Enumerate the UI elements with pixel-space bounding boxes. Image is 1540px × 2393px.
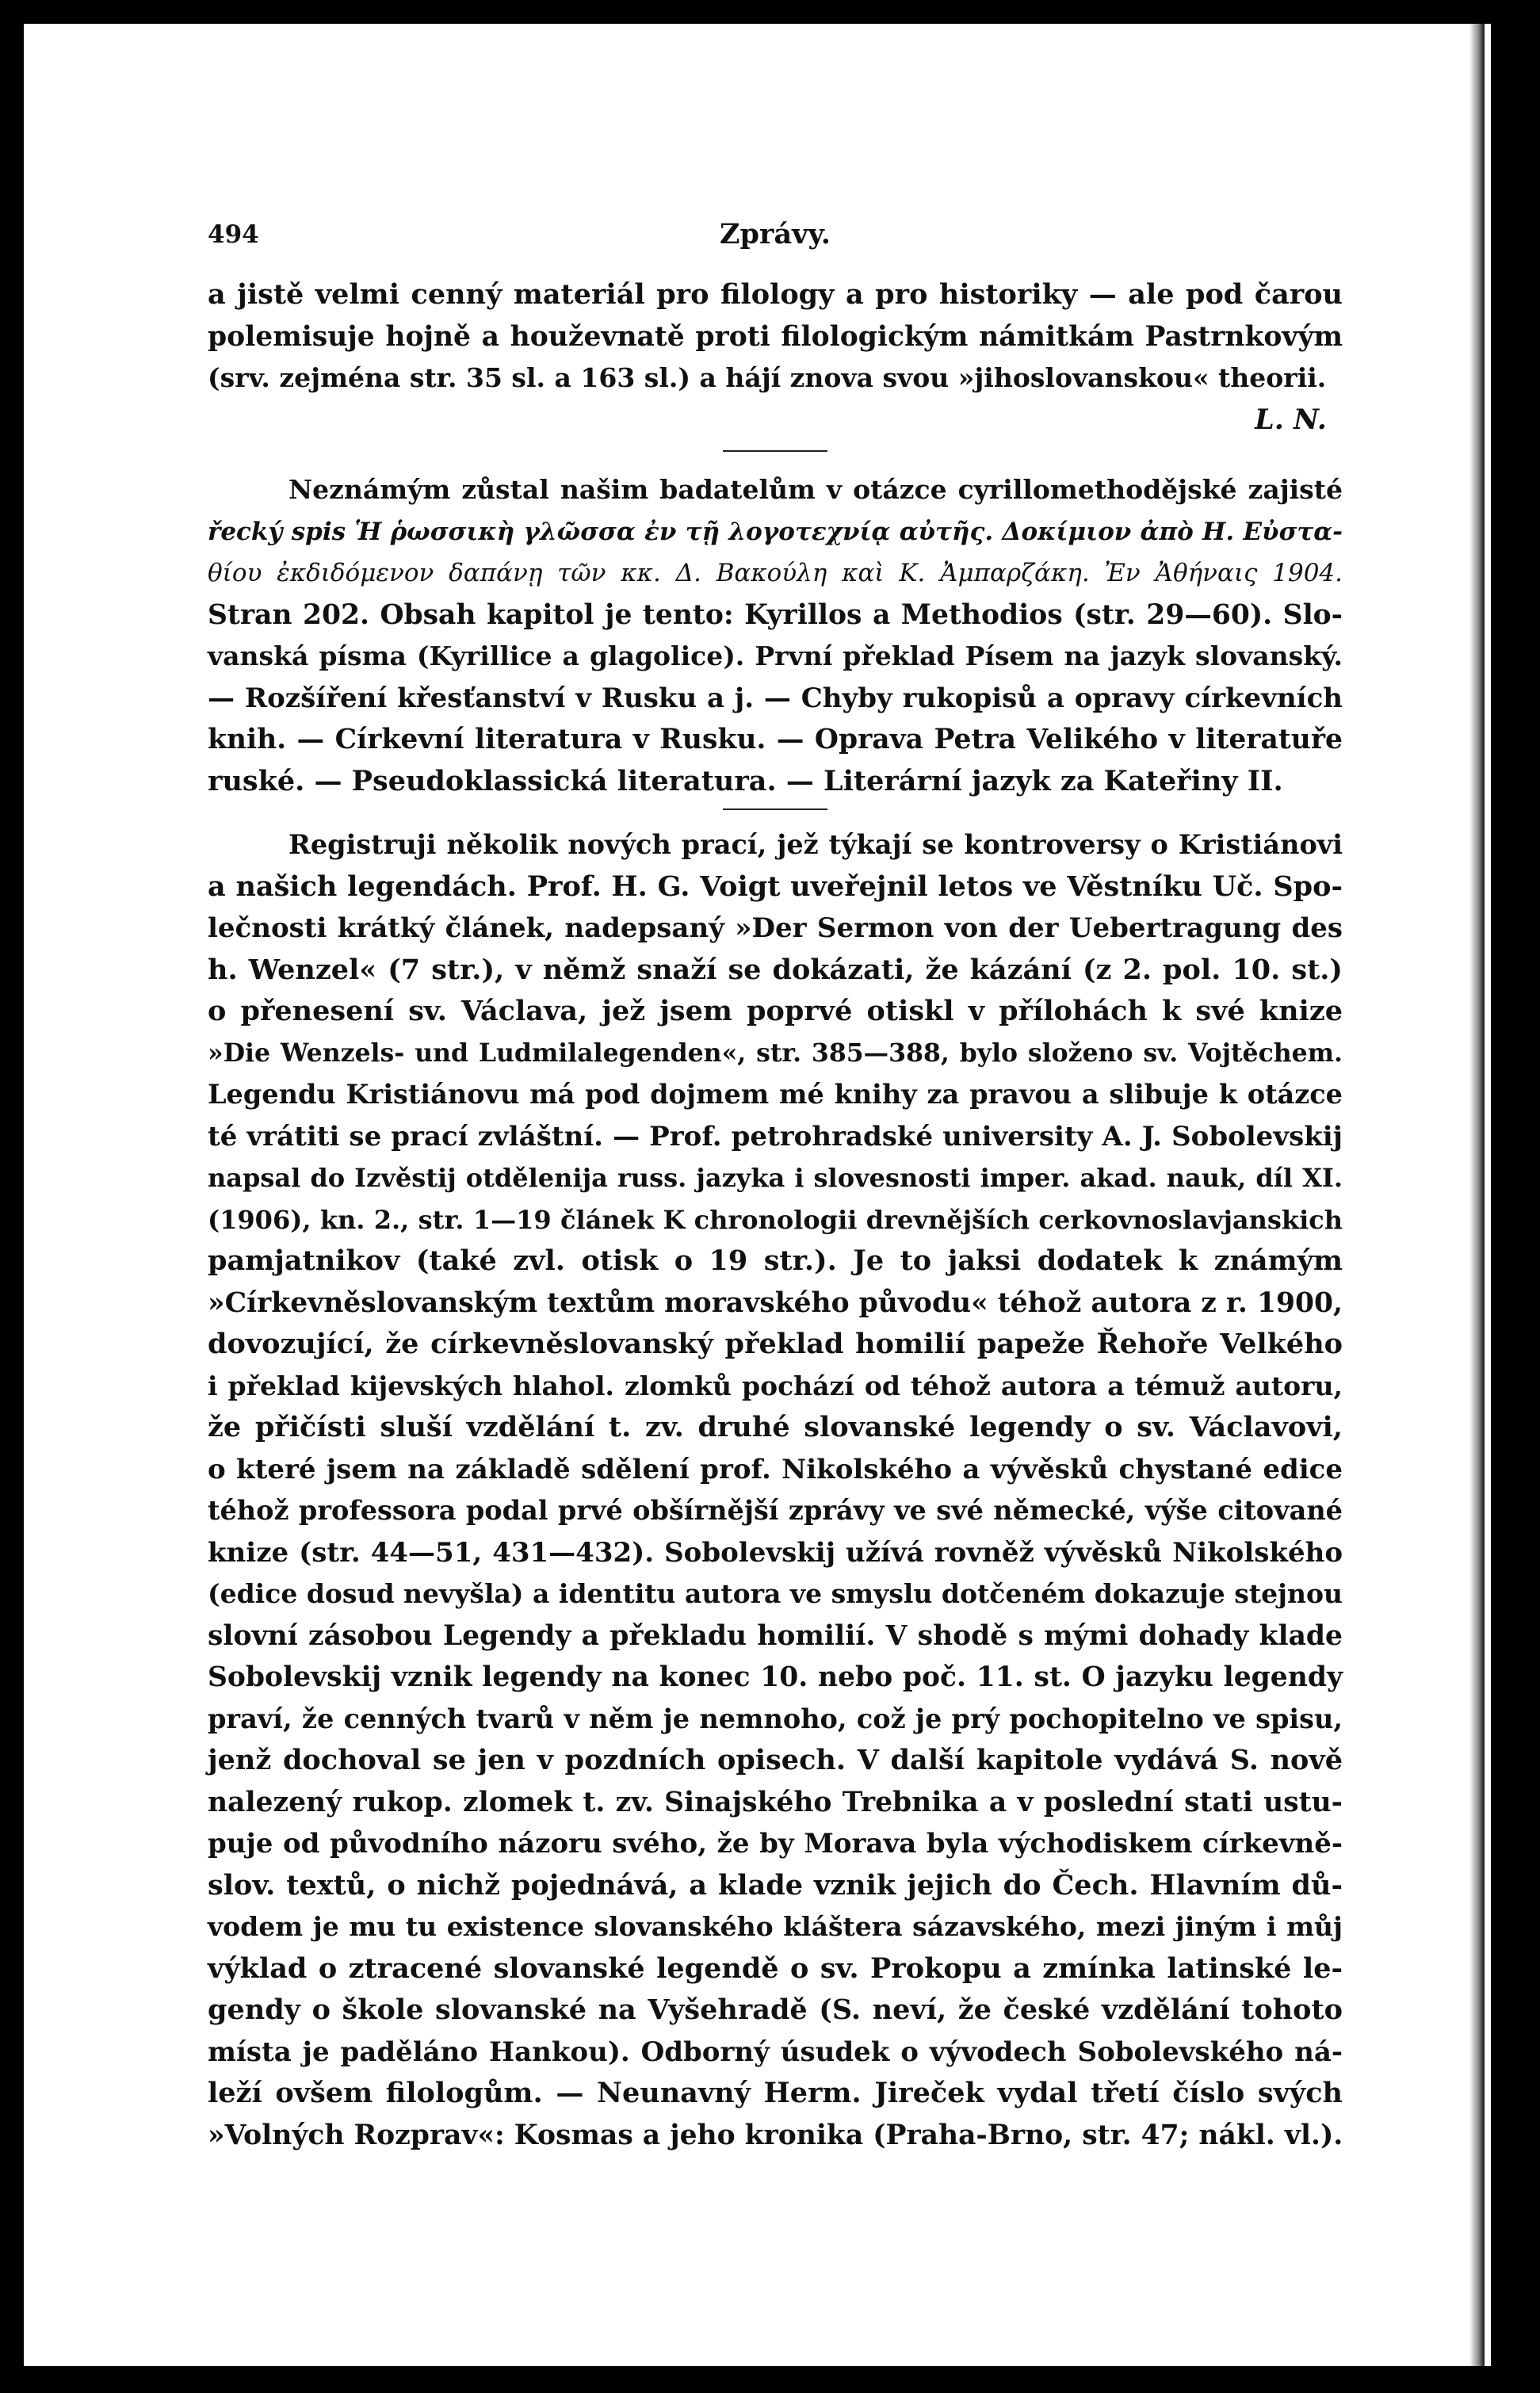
text-line: slovní zásobou Legendy a překladu homilií. V shodě s mými dohady klade: [208, 1619, 1343, 1652]
text-line: gendy o škole slovanské na Vyšehradě (S. neví, že české vzdělání tohoto: [208, 1994, 1343, 2026]
text-line: slov. textů, o nichž pojednává, a klade vznik jejich do Čech. Hlavním dů-: [208, 1868, 1343, 1902]
text-line: téhož professora podal prvé obšírnější zprávy ve své německé, výše citované: [208, 1495, 1343, 1526]
text-line: Neznámým zůstal našim badatelům v otázce cyrillomethodějské zajisté: [289, 474, 1343, 505]
page-number: 494: [208, 220, 259, 249]
page-content: [208, 214, 1343, 2156]
text-line: že přičísti sluší vzdělání t. zv. druhé slovanské legendy o sv. Václavovi,: [208, 1411, 1343, 1443]
text-line: místa je paděláno Hankou). Odborný úsudek o vývodech Sobolevského ná-: [208, 2036, 1343, 2068]
text-line: Sobolevskij vznik legendy na konec 10. nebo poč. 11. st. O jazyku legendy: [208, 1661, 1343, 1693]
section-2: [208, 469, 1343, 802]
text-line: Registruji několik nových prací, jež týkají se kontroversy o Kristiánovi: [289, 829, 1343, 860]
text-line: napsal do Izvěstij otdělenija russ. jazyka i slovesnosti imper. akad. nauk, díl XI.: [208, 1163, 1343, 1193]
running-header: [208, 214, 1343, 255]
section-divider: [723, 808, 827, 810]
text-line: vanská písma (Kyrillice a glagolice). První překlad Písem na jazyk slovanský.: [208, 640, 1343, 671]
section-divider: [723, 450, 827, 452]
page-edge-shadow: [1470, 24, 1485, 2366]
text-line: Stran 202. Obsah kapitol je tento: Kyrillos a Methodios (str. 29—60). Slo-: [208, 598, 1343, 631]
text-line: i překlad kijevských hlahol. zlomků pochází od téhož autora a témuž autoru,: [208, 1370, 1343, 1401]
text-line: Legendu Kristiánovu má pod dojmem mé knihy za pravou a slibuje k otázce: [208, 1079, 1343, 1110]
text-line: polemisuje hojně a houževnatě proti filologickým námitkám Pastrnkovým: [208, 320, 1343, 353]
running-title: Zprávy.: [720, 218, 831, 250]
text-line: a jistě velmi cenný materiál pro filology a pro historiky — ale pod čarou: [208, 278, 1343, 311]
text-line: »Volných Rozprav«: Kosmas a jeho kronika (Praha-Brno, str. 47; nákl. vl.).: [208, 2119, 1343, 2151]
text-line: o přenesení sv. Václava, jež jsem poprvé otiskl v přílohách k své knize: [208, 995, 1343, 1027]
text-line: a našich legendách. Prof. H. G. Voigt uveřejnil letos ve Věstníku Uč. Spo-: [208, 870, 1343, 903]
text-line: »Die Wenzels- und Ludmilalegenden«, str. 385—388, bylo složeno sv. Vojtěchem.: [208, 1038, 1343, 1068]
text-line: dovozující, že církevněslovanský překlad homilií papeže Řehoře Velkého: [208, 1328, 1343, 1360]
section-1: [208, 274, 1343, 441]
text-line: (srv. zejména str. 35 sl. a 163 sl.) a hájí znova svou »jihoslovanskou« theorii.: [208, 362, 1327, 393]
text-line: puje od původního názoru svého, že by Morava byla východiskem církevně-: [208, 1828, 1343, 1860]
text-line: knih. — Církevní literatura v Rusku. — Oprava Petra Velikého v literatuře: [208, 724, 1343, 755]
text-line: praví, že cenných tvarů v něm je nemnoho, což je prý pochopitelno ve spisu,: [208, 1703, 1343, 1734]
text-line: lečnosti krátký článek, nadepsaný »Der Sermon von der Uebertragung des: [208, 912, 1343, 944]
section-3: [208, 824, 1343, 2156]
text-line: pamjatnikov (také zvl. otisk o 19 str.). Je to jaksi dodatek k známým: [208, 1244, 1343, 1277]
text-line: leží ovšem filologům. — Neunavný Herm. Jireček vydal třetí číslo svých: [208, 2077, 1343, 2109]
text-line: jenž dochoval se jen v pozdních opisech. V další kapitole vydává S. nově: [208, 1744, 1343, 1776]
text-line: θίου ἐκδιδόμενον δαπάνῃ τῶν κκ. Δ. Βακούλη καὶ Κ. Ἀμπαρζάκη. Ἐν Ἀθήναις 1904.: [208, 559, 1343, 587]
text-line: nalezený rukop. zlomek t. zv. Sinajského Trebnika a v poslední stati ustu-: [208, 1786, 1343, 1818]
text-line: té vrátiti se prací zvláštní. — Prof. petrohradské university A. J. Sobolevskij: [208, 1120, 1343, 1153]
text-line: řecký spis Ἡ ῥωσσικὴ γλῶσσα ἐν τῇ λογοτεχνίᾳ αὐτῆς. Δοκίμιον ἀπὸ Η. Εὐστα-: [208, 517, 1343, 546]
text-line: vodem je mu tu existence slovanského kláštera sázavského, mezi jiným i můj: [208, 1911, 1343, 1942]
text-line: (1906), kn. 2., str. 1—19 článek K chronologii drevnějších cerkovnoslavjanskich: [208, 1204, 1343, 1235]
text-line: ruské. — Pseudoklassická literatura. — Literární jazyk za Kateřiny II.: [208, 764, 1283, 797]
text-line: (edice dosud nevyšla) a identitu autora ve smyslu dotčeném dokazuje stejnou: [208, 1578, 1343, 1609]
text-line: »Církevněslovanským textům moravského původu« téhož autora z r. 1900,: [208, 1286, 1343, 1319]
text-line: h. Wenzel« (7 str.), v němž snaží se dokázati, že kázání (z 2. pol. 10. st.): [208, 953, 1343, 986]
text-line: o které jsem na základě sdělení prof. Nikolského a vývěsků chystané edice: [208, 1453, 1343, 1485]
signature: L. N.: [1255, 403, 1327, 436]
text-line: výklad o ztracené slovanské legendě o sv. Prokopu a zmínka latinské le-: [208, 1951, 1343, 1985]
text-line: — Rozšíření křesťanství v Rusku a j. — Chyby rukopisů a opravy církevních: [208, 682, 1343, 714]
text-line: knize (str. 44—51, 431—432). Sobolevskij užívá rovněž vývěsků Nikolského: [208, 1536, 1343, 1569]
